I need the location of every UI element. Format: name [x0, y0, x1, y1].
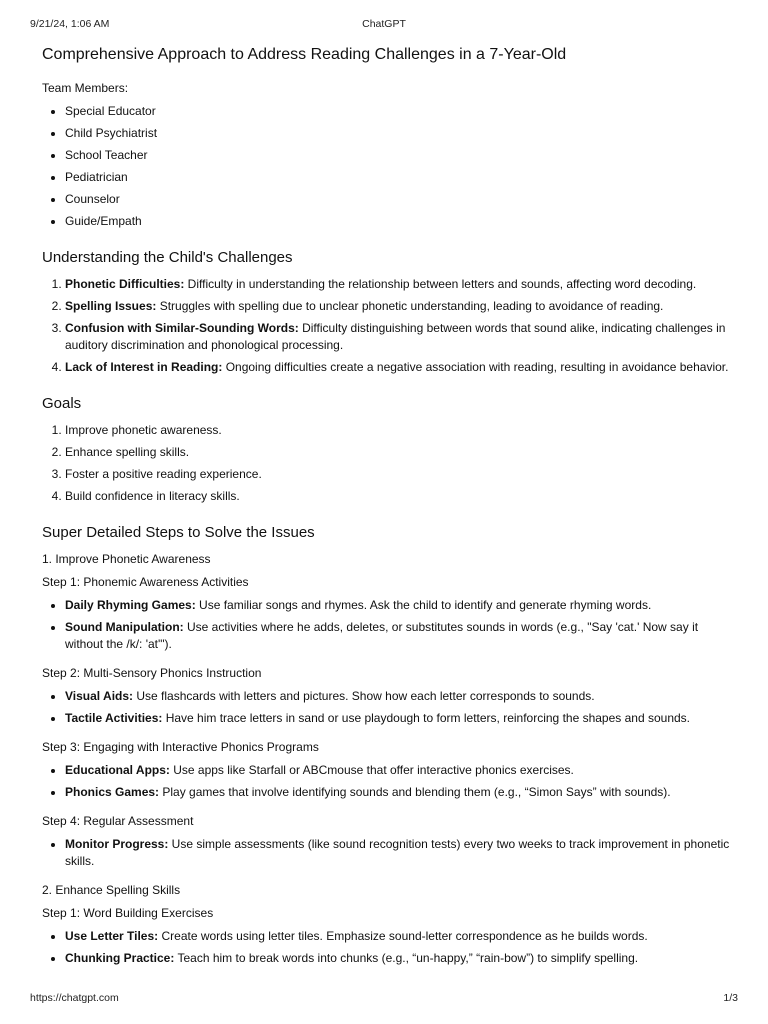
step-term: Visual Aids:	[65, 689, 134, 703]
step-text: Use familiar songs and rhymes. Ask the child to identify and generate rhyming words.	[195, 598, 652, 612]
team-label: Team Members:	[42, 81, 129, 95]
print-date: 9/21/24, 1:06 AM	[30, 18, 110, 30]
challenge-item	[65, 298, 732, 315]
step-text: Have him trace letters in sand or use playdough to form letters, reinforcing the shapes and sounds.	[162, 711, 690, 725]
step-term: Monitor Progress:	[65, 837, 169, 851]
step-item	[65, 784, 732, 801]
challenge-item	[65, 276, 732, 293]
step-list	[42, 928, 732, 967]
team-member: • Counselor	[65, 191, 732, 208]
step-text: Use flashcards with letters and pictures. Show how each letter corresponds to sounds.	[133, 689, 595, 703]
challenges-list	[42, 276, 732, 376]
step-list	[42, 836, 732, 870]
challenge-item	[65, 359, 732, 376]
step-title: Step 1: Word Building Exercises	[42, 906, 214, 920]
steps-heading: Super Detailed Steps to Solve the Issues	[42, 524, 315, 541]
step-text: Use apps like Starfall or ABCmouse that offer interactive phonics exercises.	[169, 763, 574, 777]
step-term: Tactile Activities:	[65, 711, 163, 725]
document-body	[42, 44, 732, 972]
print-app-title: ChatGPT	[362, 18, 406, 30]
team-member: • Guide/Empath	[65, 213, 732, 230]
goals-heading: Goals	[42, 395, 82, 412]
challenge-text: Difficulty in understanding the relationship between letters and sounds, affecting word decoding.	[184, 277, 697, 291]
step-text: Use activities where he adds, deletes, or substitutes sounds in words (e.g., "Say 'cat.' Now say it without the /k/: 'at'").	[65, 620, 699, 651]
print-footer	[30, 992, 738, 1006]
team-member: • Special Educator	[65, 103, 732, 120]
step-item	[65, 928, 732, 945]
team-member: • Child Psychiatrist	[65, 125, 732, 142]
step-list	[42, 762, 732, 801]
step-item	[65, 836, 732, 870]
challenge-term: Confusion with Similar-Sounding Words:	[65, 321, 299, 335]
goal-item: 4. Build confidence in literacy skills.	[65, 488, 732, 505]
step-text: Play games that involve identifying sounds and blending them (e.g., “Simon Says” with sounds).	[159, 785, 671, 799]
step-title: Step 3: Engaging with Interactive Phonics Programs	[42, 740, 319, 754]
page-number: 1/3	[723, 992, 738, 1004]
step-term: Phonics Games:	[65, 785, 160, 799]
team-member: • School Teacher	[65, 147, 732, 164]
challenge-term: Spelling Issues:	[65, 299, 157, 313]
goals-list	[42, 422, 732, 505]
step-term: Use Letter Tiles:	[65, 929, 159, 943]
document-title: Comprehensive Approach to Address Reading Challenges in a 7-Year-Old	[42, 46, 567, 63]
goal-item: 3. Foster a positive reading experience.	[65, 466, 732, 483]
goal-item: 2. Enhance spelling skills.	[65, 444, 732, 461]
step-term: Educational Apps:	[65, 763, 170, 777]
step-text: Create words using letter tiles. Emphasize sound-letter correspondence as he builds words.	[158, 929, 648, 943]
challenge-text: Difficulty distinguishing between words that sound alike, indicating challenges in auditory discrimination and phonological processing.	[65, 321, 726, 352]
step-item	[65, 950, 732, 967]
challenge-text: Ongoing difficulties create a negative association with reading, resulting in avoidance behavior.	[222, 360, 729, 374]
goal-item: 1. Improve phonetic awareness.	[65, 422, 732, 439]
step-item	[65, 762, 732, 779]
step-item	[65, 710, 732, 727]
team-member: • Pediatrician	[65, 169, 732, 186]
step-text: Teach him to break words into chunks (e.g., “un-happy,” “rain-bow”) to simplify spelling.	[174, 951, 639, 965]
challenge-term: Phonetic Difficulties:	[65, 277, 185, 291]
section-title: 2. Enhance Spelling Skills	[42, 883, 181, 897]
step-term: Sound Manipulation:	[65, 620, 184, 634]
print-url: https://chatgpt.com	[30, 992, 119, 1004]
team-member-list	[42, 103, 732, 230]
step-item	[65, 688, 732, 705]
challenge-item	[65, 320, 732, 354]
section-title: 1. Improve Phonetic Awareness	[42, 552, 211, 566]
step-item	[65, 597, 732, 614]
step-term: Chunking Practice:	[65, 951, 175, 965]
challenges-heading: Understanding the Child's Challenges	[42, 249, 293, 266]
step-title: Step 1: Phonemic Awareness Activities	[42, 575, 249, 589]
step-list	[42, 688, 732, 727]
challenge-text: Struggles with spelling due to unclear phonetic understanding, leading to avoidance of reading.	[156, 299, 664, 313]
challenge-term: Lack of Interest in Reading:	[65, 360, 223, 374]
step-text: Use simple assessments (like sound recognition tests) every two weeks to track improvement in phonetic skills.	[65, 837, 730, 868]
step-term: Daily Rhyming Games:	[65, 598, 196, 612]
step-list	[42, 597, 732, 653]
print-header	[30, 18, 738, 32]
step-item	[65, 619, 732, 653]
step-title: Step 4: Regular Assessment	[42, 814, 194, 828]
step-title: Step 2: Multi-Sensory Phonics Instruction	[42, 666, 262, 680]
